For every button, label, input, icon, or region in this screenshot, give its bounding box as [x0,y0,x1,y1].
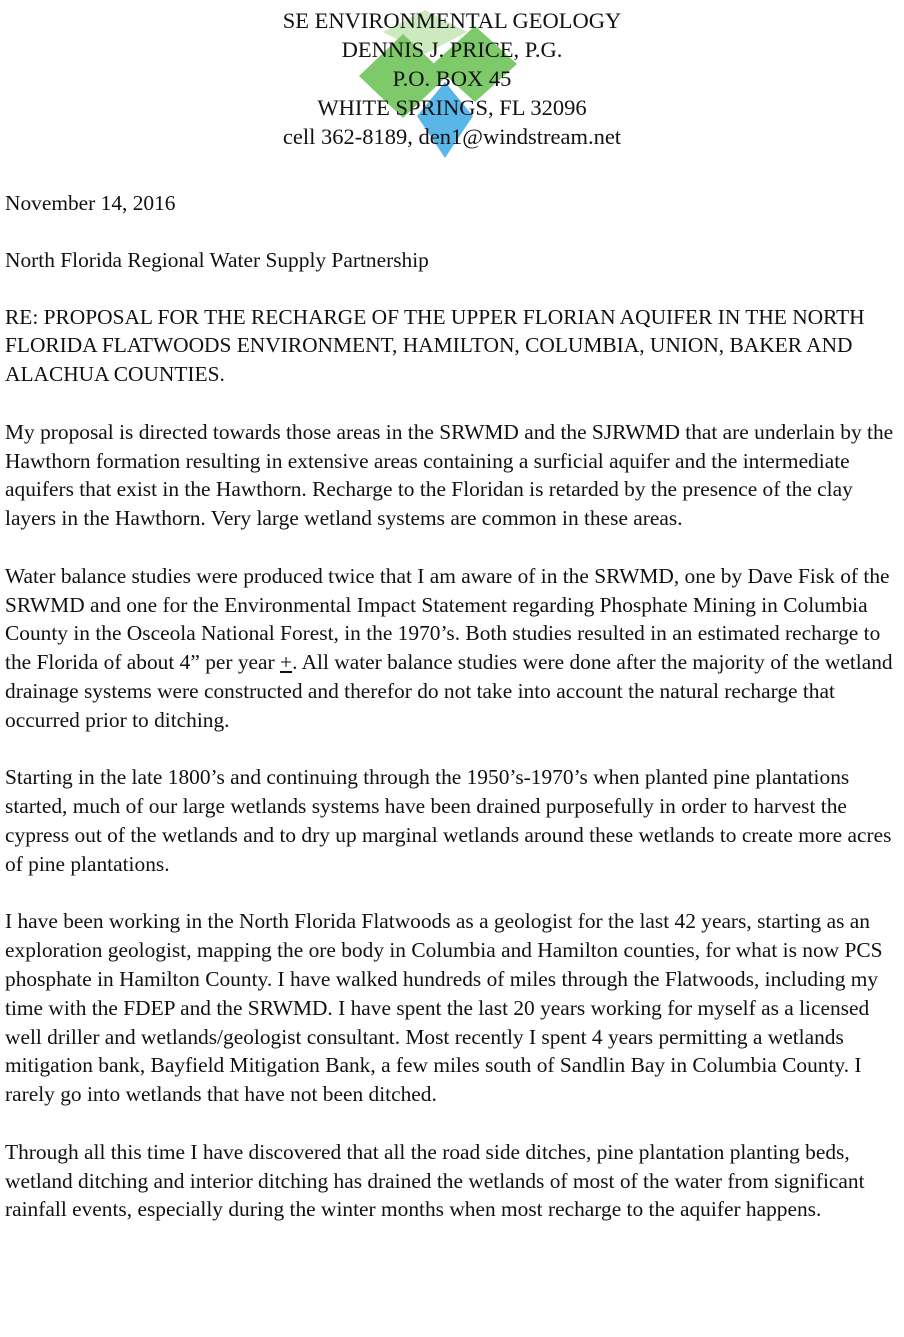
paragraph-2-text-b: . All water balance studies were done after the majority of the wetland drainage systems were constructed and therefor do not take into account the natural recharge that occurred prior to ditching. [5,650,893,732]
paragraph-3: Starting in the late 1800’s and continuing through the 1950’s-1970’s when planted pine plantations started, much of our large wetlands systems have been drained purposefully in order to harvest the cypress out of the wetlands and to dry up marginal wetlands around these wetlands to create more acres of pine plantations. [5,765,892,876]
paragraph-4: I have been working in the North Florida Flatwoods as a geologist for the last 42 years, starting as an exploration geologist, mapping the ore body in Columbia and Hamilton counties, for what is now PCS phosphate in Hamilton County. I have walked hundreds of miles through the Flatwoods, including my time with the FDEP and the SRWMD. I have spent the last 20 years working for myself as a licensed well driller and wetlands/geologist consultant. Most recently I spent 4 years permitting a wetlands mitigation bank, Bayfield Mitigation Bank, a few miles south of Sandlin Bay in Columbia County. I rarely go into wetlands that have not been ditched. [5,909,883,1107]
contact-line: cell 362-8189, den1@windstream.net [282,124,622,149]
paragraph-5: Through all this time I have discovered that all the road side ditches, pine plantation planting beds, wetland ditching and interior ditching has drained the wetlands of most of the water from significant rainfall events, especially during the winter months when most recharge to the aquifer happens. [5,1139,865,1222]
letterhead [0,0,904,151]
author-name: DENNIS J. PRICE, P.G. [341,37,563,62]
paragraph-1: My proposal is directed towards those areas in the SRWMD and the SJRWMD that are underlain by the Hawthorn formation resulting in extensive areas containing a surficial aquifer and the intermediate aquifers that exist in the Hawthorn. Recharge to the Floridan is retarded by the presence of the clay layers in the Hawthorn. Very large wetland systems are common in these areas. [5,419,894,531]
plus-minus-symbol: + [280,650,293,675]
address-line-1: P.O. BOX 45 [392,66,512,91]
letter-date: November 14, 2016 [5,191,176,215]
paragraph-2-text-a: Water balance studies were produced twice that I am aware of in the SRWMD, one by Dave Fisk of the SRWMD and one for the Environmental Impact Statement regarding Phosphate Mining in Columbia County in the Osceola National Forest, in the 1970’s. Both studies resulted in an estimated recharge to the Florida of about 4” per year [5,563,890,675]
company-name: SE ENVIRONMENTAL GEOLOGY [282,8,622,33]
paragraph-2 [5,562,900,735]
letter-recipient: North Florida Regional Water Supply Partnership [5,247,429,272]
letter-body [0,189,900,1224]
address-line-2: WHITE SPRINGS, FL 32096 [317,95,587,120]
subject-line: RE: PROPOSAL FOR THE RECHARGE OF THE UPPER FLORIAN AQUIFER IN THE NORTH FLORIDA FLATWOODS ENVIRONMENT, HAMILTON, COLUMBIA, UNION, BAKER AND ALACHUA COUNTIES. [5,304,865,387]
